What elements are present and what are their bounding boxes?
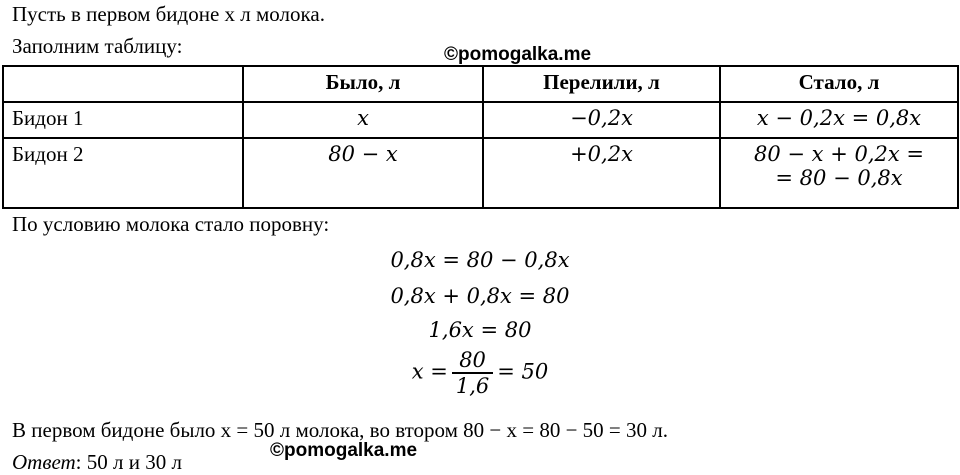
cell-became-line2: = 80 − 0,8x (775, 166, 903, 190)
table-header-row (3, 66, 958, 102)
equation-4-rhs: = 50 (497, 359, 549, 384)
fraction (452, 348, 493, 398)
fraction-numerator: 80 (452, 348, 493, 374)
cell-became: x − 0,2x = 0,8x (720, 102, 958, 138)
cell-became-line1: 80 − x + 0,2x = (754, 142, 924, 166)
cell-became (720, 138, 958, 208)
answer-label: Ответ (12, 450, 76, 474)
fill-table-text: Заполним таблицу: (12, 34, 183, 58)
row-label: Бидон 2 (3, 138, 243, 208)
intro-text: Пусть в первом бидоне x л молока. (12, 2, 325, 26)
table-header-poured: Перелили, л (483, 66, 720, 102)
table-row (3, 102, 958, 138)
table-row (3, 138, 958, 208)
equation-3: 1,6x = 80 (428, 318, 532, 342)
answer-line (12, 450, 182, 475)
cell-was: x (243, 102, 483, 138)
table-header-became: Стало, л (720, 66, 958, 102)
watermark-bottom: ©pomogalka.me (270, 440, 418, 461)
equation-1: 0,8x = 80 − 0,8x (390, 248, 570, 272)
equation-4-lhs: x = (411, 359, 448, 384)
conclusion-text: В первом бидоне было x = 50 л молока, во втором 80 − x = 80 − 50 = 30 л. (12, 418, 668, 442)
row-label: Бидон 1 (3, 102, 243, 138)
equation-4 (0, 348, 960, 398)
solution-table (2, 65, 959, 209)
cell-was: 80 − x (243, 138, 483, 208)
watermark-top: ©pomogalka.me (444, 44, 592, 65)
fraction-denominator: 1,6 (455, 374, 490, 398)
cell-poured: +0,2x (483, 138, 720, 208)
table-header-empty (3, 66, 243, 102)
condition-text: По условию молока стало поровну: (12, 212, 330, 236)
equation-2: 0,8x + 0,8x = 80 (390, 284, 570, 308)
cell-poured: −0,2x (483, 102, 720, 138)
answer-text: : 50 л и 30 л (75, 450, 182, 474)
table-header-was: Было, л (243, 66, 483, 102)
